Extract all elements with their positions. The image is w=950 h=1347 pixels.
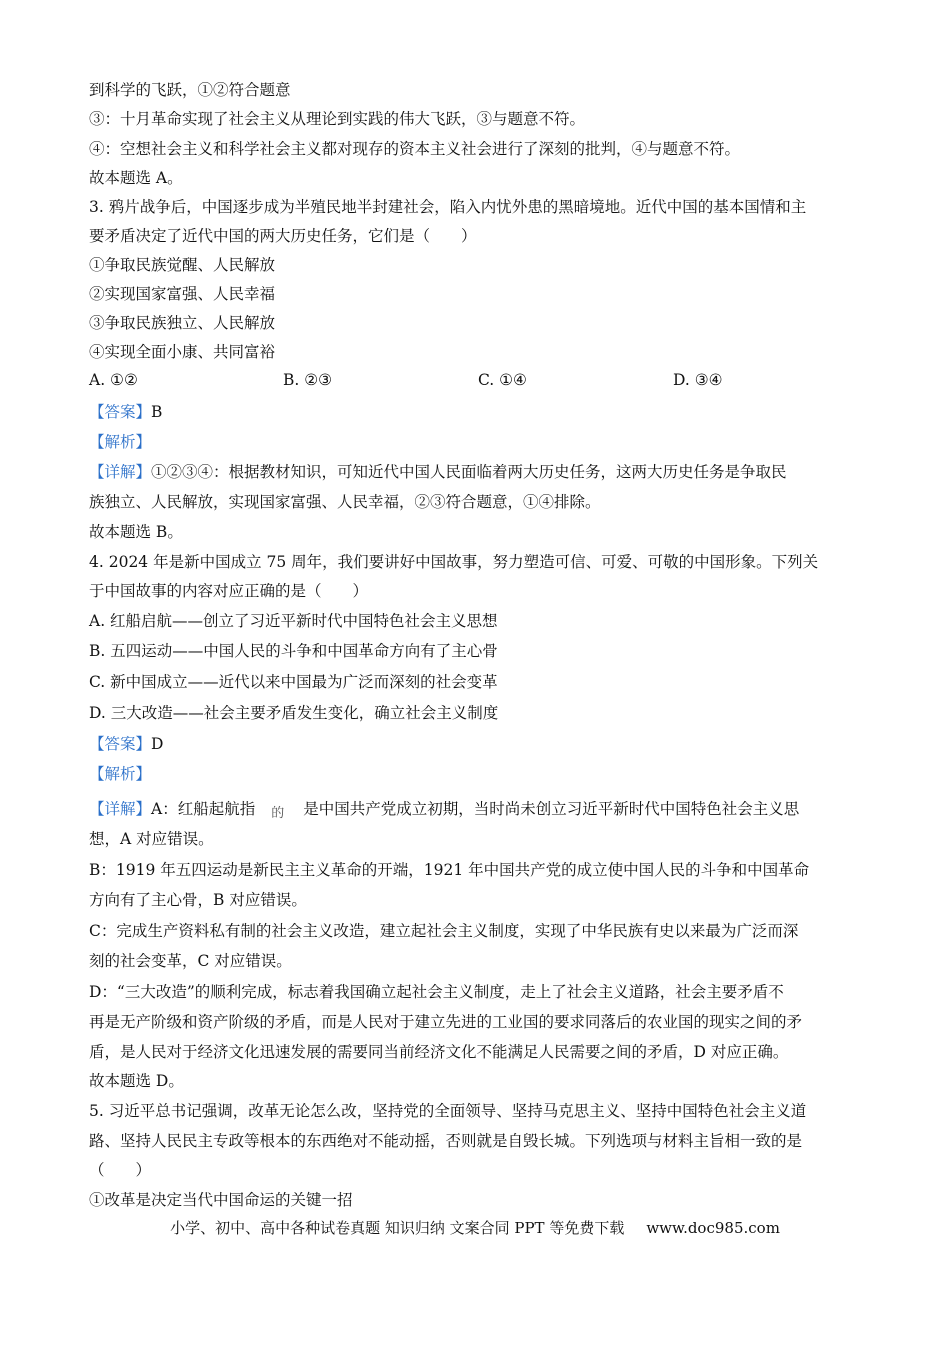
answer-line [89, 402, 910, 422]
question-4-stem: 于中国故事的内容对应正确的是（ ） [89, 582, 369, 600]
detail-text: A：红船起航指 [151, 800, 256, 818]
detail-line: B：1919 年五四运动是新民主主义革命的开端，1921 年中国共产党的成立使中国人民的斗争和中国革命 [89, 861, 810, 879]
choice-a: A. 红船启航——创立了习近平新时代中国特色社会主义思想 [89, 612, 498, 630]
page-footer [0, 1217, 950, 1238]
choice-c: C. ①④ [478, 371, 527, 389]
text-line: ④：空想社会主义和科学社会主义都对现存的资本主义社会进行了深刻的批判，④与题意不符。 [89, 140, 741, 158]
text-line: 到科学的飞跃，①②符合题意 [89, 81, 291, 99]
question-3-statement: ②实现国家富强、人民幸福 [89, 285, 276, 303]
detail-line: 族独立、人民解放，实现国家富强、人民幸福，②③符合题意，①④排除。 [89, 493, 601, 511]
question-3-statement: ④实现全面小康、共同富裕 [89, 343, 276, 361]
answer-tag: 【答案】 [89, 735, 152, 753]
detail-tag: 【详解】 [89, 800, 152, 818]
answer-line [89, 734, 910, 754]
question-3-choices [89, 371, 849, 391]
detail-text: ①②③④：根据教材知识，可知近代中国人民面临着两大历史任务，这两大历史任务是争取民 [151, 463, 787, 481]
text-line: 故本题选 A。 [89, 169, 183, 187]
footer-link[interactable]: www.doc985.com [646, 1219, 780, 1237]
analysis-tag: 【解析】 [89, 433, 152, 451]
answer-value: D [151, 735, 164, 753]
question-4-stem: 4. 2024 年是新中国成立 75 周年，我们要讲好中国故事，努力塑造可信、可爱、可敬的中国形象。下列关 [89, 553, 819, 571]
choice-c: C. 新中国成立——近代以来中国最为广泛而深刻的社会变革 [89, 673, 498, 691]
question-5-stem: 路、坚持人民民主专政等根本的东西绝对不能动摇，否则就是自毁长城。下列选项与材料主旨相一致的是 [89, 1132, 803, 1150]
answer-tag: 【答案】 [89, 403, 152, 421]
choice-b: B. 五四运动——中国人民的斗争和中国革命方向有了主心骨 [89, 642, 498, 660]
detail-line: 方向有了主心骨，B 对应错误。 [89, 891, 307, 909]
detail-line [89, 462, 910, 482]
answer-value: B [151, 403, 163, 421]
text-line: ③：十月革命实现了社会主义从理论到实践的伟大飞跃，③与题意不符。 [89, 110, 586, 128]
detail-line: 刻的社会变革，C 对应错误。 [89, 952, 292, 970]
footer-text: 小学、初中、高中各种试卷真题 知识归纳 文案合同 PPT 等免费下载 [170, 1219, 625, 1237]
detail-line: 盾，是人民对于经济文化迅速发展的需要同当前经济文化不能满足人民需要之间的矛盾，D 对应正确。 [89, 1043, 789, 1061]
detail-line: 想，A 对应错误。 [89, 830, 214, 848]
question-5-stem: 5. 习近平总书记强调，改革无论怎么改，坚持党的全面领导、坚持马克思主义、坚持中国特色社会主义道 [89, 1102, 807, 1120]
question-3-statement: ①争取民族觉醒、人民解放 [89, 256, 276, 274]
stray-mark-text: 的 [271, 806, 285, 821]
detail-tag: 【详解】 [89, 463, 152, 481]
detail-line: C：完成生产资料私有制的社会主义改造，建立起社会主义制度，实现了中华民族有史以来最为广泛而深 [89, 922, 799, 940]
analysis-tag: 【解析】 [89, 765, 152, 783]
detail-line: 再是无产阶级和资产阶级的矛盾，而是人民对于建立先进的工业国的要求同落后的农业国的现实之间的矛 [89, 1013, 803, 1031]
detail-line [89, 799, 910, 819]
conclusion-line: 故本题选 B。 [89, 523, 183, 541]
choice-a: A. ①② [89, 371, 138, 389]
detail-line: D：“三大改造”的顺利完成，标志着我国确立起社会主义制度，走上了社会主义道路，社会主要矛盾不 [89, 983, 784, 1001]
question-5-statement: ①改革是决定当代中国命运的关键一招 [89, 1191, 353, 1209]
choice-b: B. ②③ [283, 371, 333, 389]
question-3-stem: 要矛盾决定了近代中国的两大历史任务，它们是（ ） [89, 227, 477, 245]
question-3-stem: 3. 鸦片战争后，中国逐步成为半殖民地半封建社会，陷入内忧外患的黑暗境地。近代中国的基本国情和主 [89, 198, 807, 216]
conclusion-line: 故本题选 D。 [89, 1072, 184, 1090]
choice-d: D. 三大改造——社会主要矛盾发生变化，确立社会主义制度 [89, 704, 499, 722]
detail-text: 是中国共产党成立初期，当时尚未创立习近平新时代中国特色社会主义思 [303, 800, 800, 818]
question-3-statement: ③争取民族独立、人民解放 [89, 314, 276, 332]
question-5-stem: （ ） [89, 1161, 152, 1179]
choice-d: D. ③④ [673, 371, 723, 389]
